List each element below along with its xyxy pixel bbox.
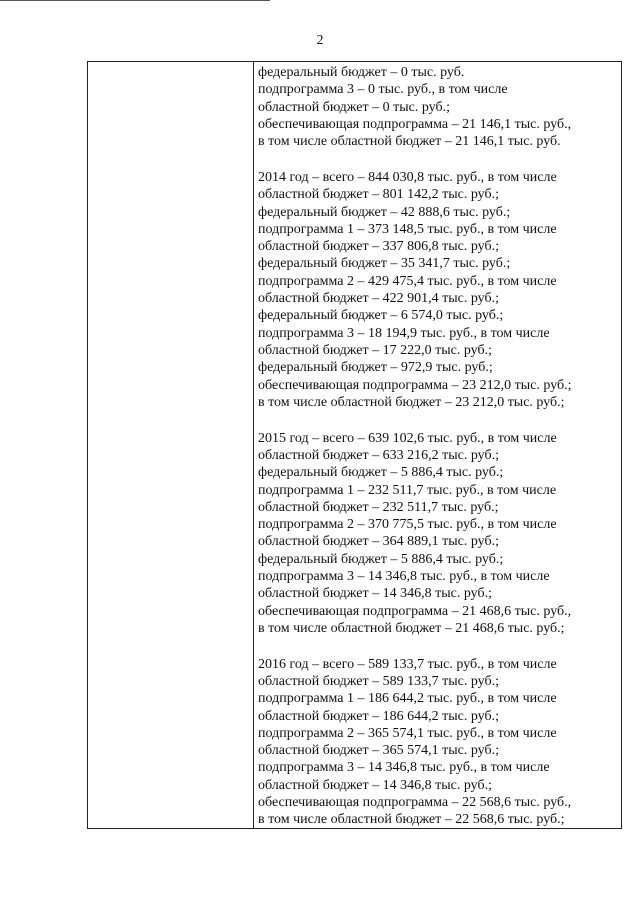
top-rule bbox=[0, 0, 270, 1]
funding-line: подпрограмма 3 – 0 тыс. руб., в том числе bbox=[258, 82, 508, 98]
funding-line: подпрограмма 3 – 14 346,8 тыс. руб., в том числе bbox=[258, 760, 550, 776]
funding-line: областной бюджет – 17 222,0 тыс. руб.; bbox=[258, 342, 492, 358]
funding-line: подпрограмма 1 – 373 148,5 тыс. руб., в том числе bbox=[258, 221, 557, 237]
column-divider bbox=[253, 62, 254, 828]
funding-table bbox=[87, 61, 622, 829]
funding-line: обеспечивающая подпрограмма – 21 468,6 тыс. руб., bbox=[258, 603, 572, 619]
funding-line: федеральный бюджет – 0 тыс. руб. bbox=[258, 65, 465, 80]
funding-line: подпрограмма 3 – 18 194,9 тыс. руб., в том числе bbox=[258, 325, 550, 341]
funding-block bbox=[258, 64, 618, 150]
funding-cell bbox=[258, 64, 618, 847]
funding-line: 2014 год – всего – 844 030,8 тыс. руб., в том числе bbox=[258, 169, 557, 185]
funding-line: областной бюджет – 365 574,1 тыс. руб.; bbox=[258, 743, 499, 759]
funding-line: областной бюджет – 633 216,2 тыс. руб.; bbox=[258, 447, 499, 463]
funding-block bbox=[258, 169, 618, 411]
funding-line: 2016 год – всего – 589 133,7 тыс. руб., в том числе bbox=[258, 656, 557, 672]
funding-line: федеральный бюджет – 5 886,4 тыс. руб.; bbox=[258, 551, 504, 567]
funding-line: федеральный бюджет – 35 341,7 тыс. руб.; bbox=[258, 256, 511, 272]
funding-line: в том числе областной бюджет – 23 212,0 тыс. руб.; bbox=[258, 394, 565, 410]
funding-line: федеральный бюджет – 42 888,6 тыс. руб.; bbox=[258, 204, 511, 220]
funding-line: областной бюджет – 801 142,2 тыс. руб.; bbox=[258, 187, 499, 203]
funding-line: областной бюджет – 422 901,4 тыс. руб.; bbox=[258, 291, 499, 307]
funding-line: областной бюджет – 186 644,2 тыс. руб.; bbox=[258, 708, 499, 724]
funding-line: подпрограмма 2 – 370 775,5 тыс. руб., в том числе bbox=[258, 517, 557, 533]
funding-line: федеральный бюджет – 972,9 тыс. руб.; bbox=[258, 360, 493, 376]
funding-line: областной бюджет – 364 889,1 тыс. руб.; bbox=[258, 534, 499, 550]
funding-line: областной бюджет – 337 806,8 тыс. руб.; bbox=[258, 239, 499, 255]
funding-line: подпрограмма 3 – 14 346,8 тыс. руб., в том числе bbox=[258, 569, 550, 585]
funding-block bbox=[258, 430, 618, 638]
funding-line: областной бюджет – 232 511,7 тыс. руб.; bbox=[258, 499, 499, 515]
funding-line: подпрограмма 1 – 232 511,7 тыс. руб., в том числе bbox=[258, 482, 557, 498]
funding-line: подпрограмма 2 – 429 475,4 тыс. руб., в том числе bbox=[258, 273, 557, 289]
funding-block bbox=[258, 656, 618, 829]
funding-line: областной бюджет – 589 133,7 тыс. руб.; bbox=[258, 674, 499, 689]
funding-line: федеральный бюджет – 5 886,4 тыс. руб.; bbox=[258, 465, 504, 481]
funding-line: обеспечивающая подпрограмма – 23 212,0 тыс. руб.; bbox=[258, 377, 572, 393]
funding-line: обеспечивающая подпрограмма – 21 146,1 тыс. руб., bbox=[258, 116, 572, 132]
funding-line: в том числе областной бюджет – 21 468,6 тыс. руб.; bbox=[258, 620, 565, 636]
funding-line: 2015 год – всего – 639 102,6 тыс. руб., в том числе bbox=[258, 430, 557, 446]
funding-line: федеральный бюджет – 6 574,0 тыс. руб.; bbox=[258, 308, 504, 324]
funding-line: в том числе областной бюджет – 22 568,6 тыс. руб.; bbox=[258, 812, 565, 828]
funding-line: областной бюджет – 0 тыс. руб.; bbox=[258, 99, 450, 115]
funding-line: областной бюджет – 14 346,8 тыс. руб.; bbox=[258, 586, 492, 602]
funding-line: областной бюджет – 14 346,8 тыс. руб.; bbox=[258, 777, 492, 793]
funding-line: подпрограмма 2 – 365 574,1 тыс. руб., в том числе bbox=[258, 725, 557, 741]
page-number: 2 bbox=[316, 33, 324, 48]
funding-line: подпрограмма 1 – 186 644,2 тыс. руб., в том числе bbox=[258, 691, 557, 707]
funding-line: в том числе областной бюджет – 21 146,1 тыс. руб. bbox=[258, 134, 561, 150]
funding-line: обеспечивающая подпрограмма – 22 568,6 тыс. руб., bbox=[258, 795, 572, 811]
